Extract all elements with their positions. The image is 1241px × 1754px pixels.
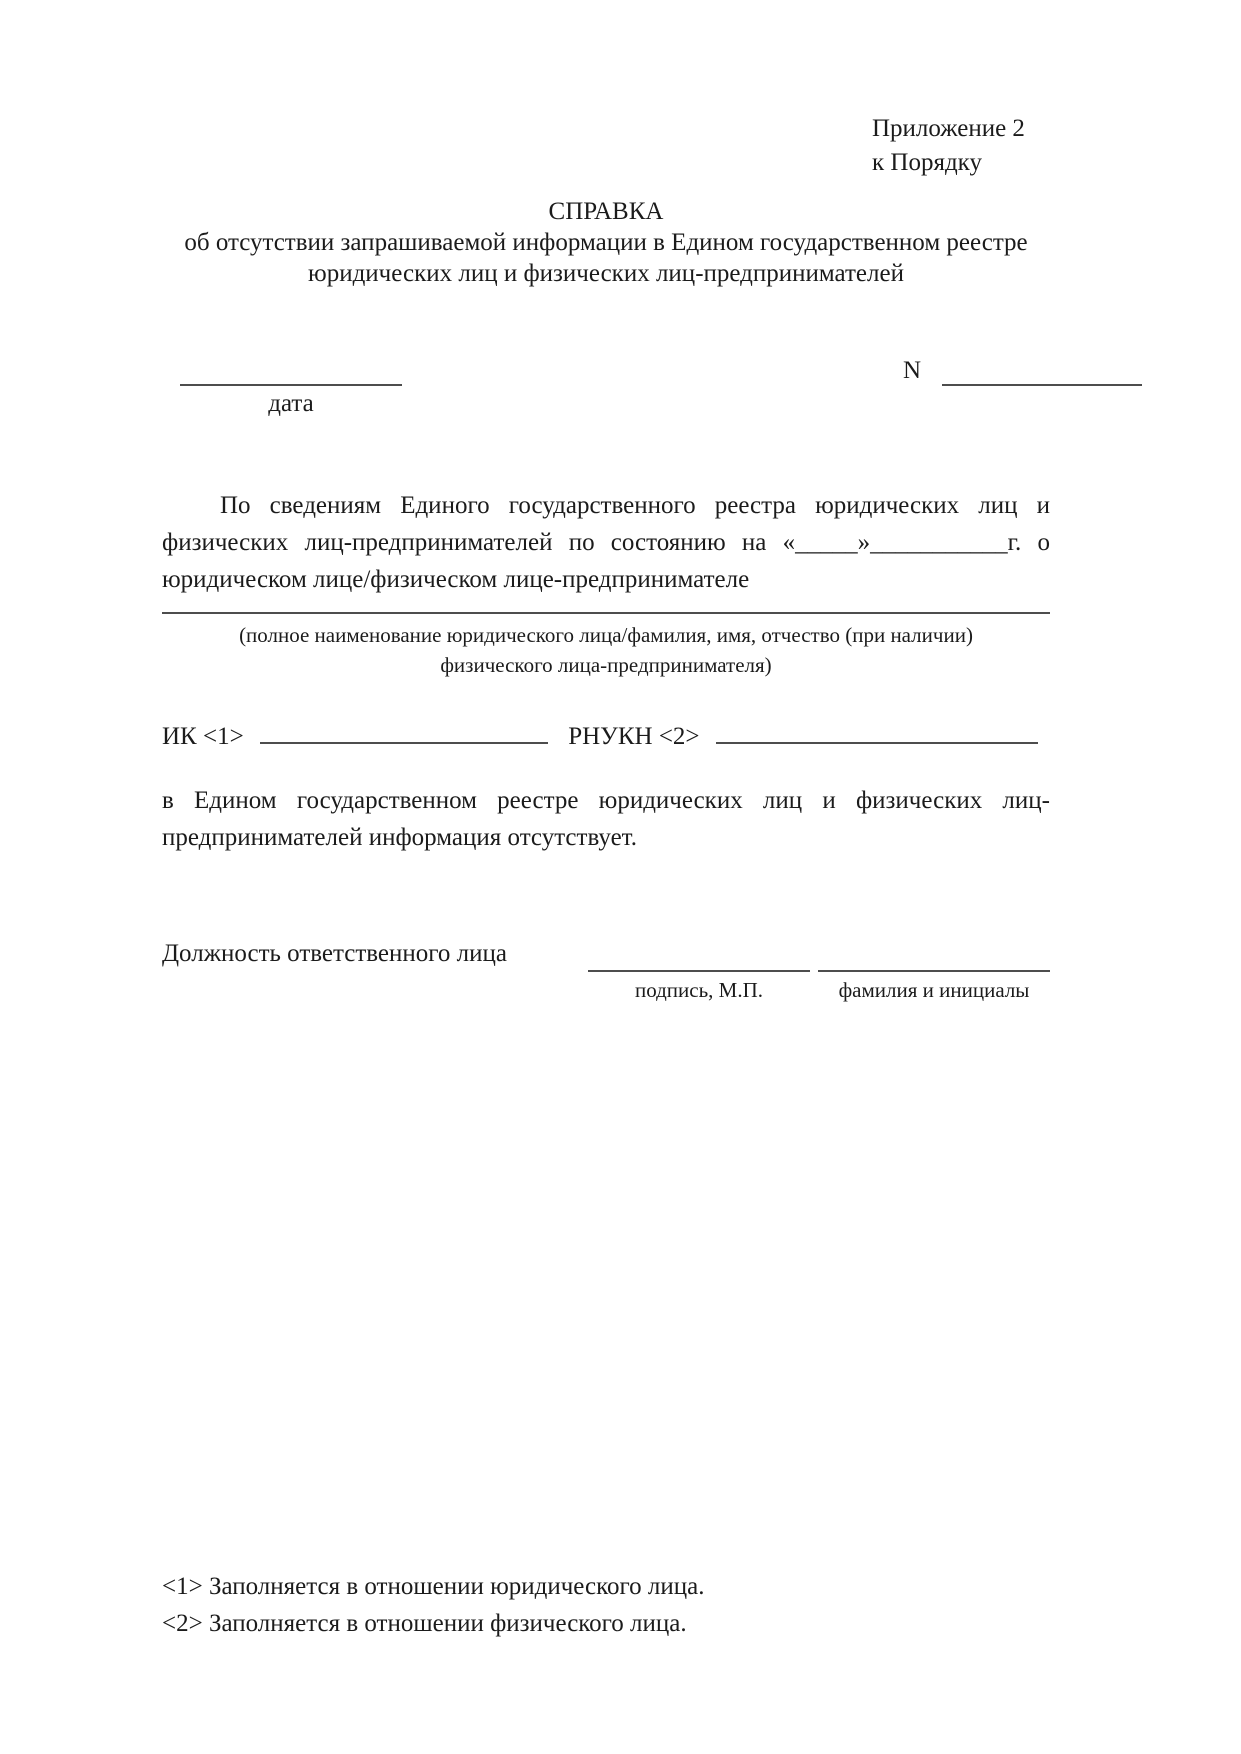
- number-blank-field: [942, 384, 1142, 386]
- fullname-caption: фамилия и инициалы: [838, 978, 1030, 1002]
- footnotes-block: [162, 1568, 1050, 1642]
- paragraph2-line-1: в Едином государственном реестре юридических лиц и физических лиц-: [162, 787, 1050, 814]
- entity-name-caption-line-1: (полное наименование юридического лица/фамилия, имя, отчество (при наличии): [239, 623, 973, 647]
- paragraph1-line-3: юридическом лице/физическом лице-предпринимателе: [162, 566, 750, 593]
- appendix-line-2: к Порядку: [872, 149, 982, 176]
- title-block: [162, 196, 1050, 289]
- official-position-label: Должность ответственного лица: [162, 940, 507, 967]
- fullname-blank-field: [818, 970, 1050, 972]
- date-caption: дата: [268, 390, 314, 417]
- signature-blank-field: [588, 970, 810, 972]
- body-paragraph-1: [162, 487, 1050, 598]
- paragraph2-line-2: предпринимателей информация отсутствует.: [162, 824, 637, 851]
- entity-name-blank-field: [162, 612, 1050, 614]
- appendix-line-1: Приложение 2: [872, 115, 1025, 142]
- ik-blank-field: [260, 716, 548, 744]
- number-label: N: [903, 357, 922, 384]
- footnote-1: <1> Заполняется в отношении юридического лица.: [162, 1573, 705, 1600]
- document-title: СПРАВКА: [548, 198, 664, 225]
- rnukn-blank-field: [716, 716, 1038, 744]
- entity-name-caption-line-2: физического лица-предпринимателя): [440, 653, 772, 677]
- rnukn-label: РНУКН <2>: [568, 723, 700, 750]
- ik-label: ИК <1>: [162, 723, 244, 750]
- subtitle-line-2: юридических лиц и физических лиц-предпринимателей: [308, 260, 904, 287]
- subtitle-line-1: об отсутствии запрашиваемой информации в Едином государственном реестре: [184, 229, 1028, 256]
- paragraph1-line-2: физических лиц-предпринимателей по состоянию на «_____»___________г. о: [162, 529, 1050, 556]
- date-blank-field: [180, 384, 402, 386]
- paragraph1-line-1: По сведениям Единого государственного реестра юридических лиц и: [220, 492, 1050, 519]
- appendix-block: [872, 112, 1025, 180]
- entity-name-caption: [162, 620, 1050, 680]
- codes-row: [162, 716, 1050, 751]
- footnote-2: <2> Заполняется в отношении физического лица.: [162, 1610, 687, 1637]
- body-paragraph-2: [162, 782, 1050, 856]
- signature-caption: подпись, М.П.: [634, 978, 764, 1002]
